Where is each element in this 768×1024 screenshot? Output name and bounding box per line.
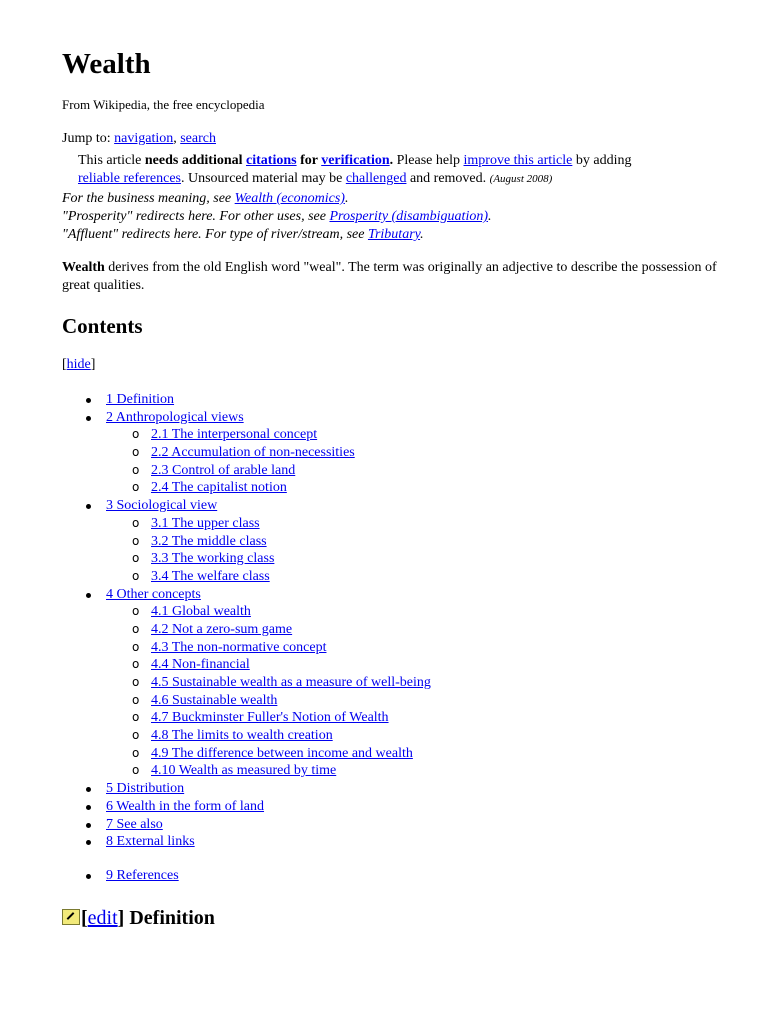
toc-subitem — [62, 515, 742, 533]
notice-date: (August 2008) — [489, 173, 553, 185]
toc-subitem — [62, 621, 742, 639]
toc-subitem — [62, 462, 742, 480]
hatnotes — [62, 190, 742, 244]
hatnote-business-text: For the business meaning, see — [62, 191, 235, 206]
notice-text-4: . Unsourced material may be — [180, 171, 346, 186]
toc-subitem — [62, 745, 742, 763]
toc-subitem — [62, 692, 742, 710]
toc-spacer — [62, 851, 742, 867]
toc-item — [62, 816, 742, 834]
circle-bullet-icon: o — [132, 745, 140, 760]
bullet-icon — [86, 823, 91, 828]
toc-item — [62, 497, 742, 515]
toc-subitem — [62, 603, 742, 621]
bullet-icon — [86, 593, 91, 598]
toc-link-2-4[interactable]: 2.4 The capitalist notion — [151, 480, 287, 496]
circle-bullet-icon: o — [132, 692, 140, 707]
edit-bracket-open: [ — [81, 907, 88, 929]
circle-bullet-icon: o — [132, 568, 140, 583]
toc-item — [62, 409, 742, 427]
toc-link-2[interactable]: 2 Anthropological views — [106, 409, 244, 425]
toc-subitem — [62, 568, 742, 586]
toc-link-4-5[interactable]: 4.5 Sustainable wealth as a measure of well-being — [151, 675, 431, 690]
edit-bracket-close: ] — [117, 907, 125, 929]
notice-needs: needs additional — [144, 153, 247, 168]
intro-paragraph — [62, 259, 722, 295]
toc-link-8[interactable]: 8 External links — [106, 834, 195, 850]
section-heading-definition — [62, 904, 215, 932]
hatnote-prosperity-text: "Prosperity" redirects here. For other uses, see — [62, 209, 330, 224]
bullet-icon — [86, 787, 91, 792]
hatnote-business — [62, 190, 742, 208]
circle-bullet-icon: o — [132, 710, 140, 725]
intro-text: derives from the old English word "weal". The term was originally an adjective to describe the possession of great qualities. — [62, 260, 717, 293]
circle-bullet-icon: o — [132, 657, 140, 672]
toc-subitem — [62, 639, 742, 657]
notice-dot: . — [389, 153, 394, 168]
circle-bullet-icon: o — [132, 515, 140, 530]
toc-link-5[interactable]: 5 Distribution — [106, 781, 185, 797]
circle-bullet-icon: o — [132, 675, 140, 689]
circle-bullet-icon: o — [132, 639, 140, 654]
circle-bullet-icon: o — [132, 763, 140, 778]
toc-item — [62, 798, 742, 816]
toc-subitem — [62, 709, 742, 727]
hatnote-affluent-end: . — [420, 227, 424, 242]
circle-bullet-icon: o — [132, 551, 140, 566]
hatnote-prosperity — [62, 208, 742, 226]
refimprove-notice — [78, 152, 718, 188]
toc-link-3-3[interactable]: 3.3 The working class — [151, 551, 275, 567]
edit-pencil-icon[interactable] — [62, 909, 80, 925]
toc-subitem — [62, 656, 742, 674]
toc-link-2-3[interactable]: 2.3 Control of arable land — [151, 462, 296, 478]
challenged-link[interactable]: challenged — [345, 171, 407, 186]
toc-link-4-10[interactable]: 4.10 Wealth as measured by time — [151, 763, 337, 779]
toc-toggle — [62, 357, 95, 373]
notice-text-2: Please help — [393, 153, 464, 168]
toc-subitem — [62, 762, 742, 780]
jump-navigation-link[interactable]: navigation — [114, 131, 174, 146]
toc-toggle-close: ] — [90, 357, 96, 372]
jump-links — [62, 131, 216, 147]
toc-subitem — [62, 533, 742, 551]
hatnote-affluent — [62, 226, 742, 244]
toc-item — [62, 391, 742, 409]
toc-link-3-2[interactable]: 3.2 The middle class — [151, 533, 267, 549]
toc-link-4-8[interactable]: 4.8 The limits to wealth creation — [151, 728, 333, 744]
bullet-icon — [86, 398, 91, 403]
toc-toggle-open: [ — [62, 357, 67, 372]
toc-link-4-4[interactable]: 4.4 Non-financial — [151, 657, 250, 673]
circle-bullet-icon: o — [132, 604, 140, 619]
toc-subitem — [62, 674, 742, 692]
edit-section-link[interactable]: edit — [87, 907, 118, 929]
toc-subitem — [62, 550, 742, 568]
toc-link-3-1[interactable]: 3.1 The upper class — [151, 515, 260, 531]
jump-separator: , — [173, 131, 181, 146]
toc-link-4-2[interactable]: 4.2 Not a zero-sum game — [151, 621, 293, 637]
toc-link-4-6[interactable]: 4.6 Sustainable wealth — [151, 692, 278, 708]
circle-bullet-icon: o — [132, 533, 140, 548]
verification-link[interactable]: verification — [321, 153, 390, 168]
jump-search-link[interactable]: search — [180, 131, 216, 146]
toc-item — [62, 780, 742, 798]
hatnote-business-end: . — [344, 191, 349, 206]
toc-link-4-9[interactable]: 4.9 The difference between income and wealth — [151, 745, 413, 761]
bullet-icon — [86, 504, 91, 509]
site-tagline: From Wikipedia, the free encyclopedia — [62, 97, 265, 112]
circle-bullet-icon: o — [132, 480, 140, 495]
hatnote-affluent-text: "Affluent" redirects here. For type of river/stream, see — [62, 227, 368, 242]
toc-link-2-2[interactable]: 2.2 Accumulation of non-necessities — [151, 445, 355, 461]
toc-item — [62, 833, 742, 851]
notice-for: for — [296, 153, 322, 168]
bullet-icon — [86, 874, 91, 879]
toc-subitem — [62, 444, 742, 462]
toc-hide-link[interactable]: hide — [66, 357, 91, 372]
jump-prefix: Jump to: — [62, 131, 115, 146]
toc-link-9[interactable]: 9 References — [106, 867, 179, 883]
toc-link-4-1[interactable]: 4.1 Global wealth — [151, 604, 251, 620]
circle-bullet-icon: o — [132, 427, 140, 442]
circle-bullet-icon: o — [132, 445, 140, 460]
toc-link-2-1[interactable]: 2.1 The interpersonal concept — [151, 427, 318, 443]
wealth-economics-link[interactable]: Wealth (economics) — [234, 191, 345, 206]
toc-item — [62, 586, 742, 604]
toc-subitem — [62, 479, 742, 497]
toc-link-3[interactable]: 3 Sociological view — [106, 498, 218, 514]
toc-link-3-4[interactable]: 3.4 The welfare class — [151, 568, 270, 584]
page-title: Wealth — [62, 48, 151, 80]
toc-item — [62, 867, 742, 885]
prosperity-disambiguation-link[interactable]: Prosperity (disambiguation) — [329, 209, 488, 224]
toc-subitem — [62, 426, 742, 444]
reliable-references-link[interactable]: reliable references — [78, 171, 181, 186]
toc-link-7[interactable]: 7 See also — [106, 816, 163, 832]
bullet-icon — [86, 840, 91, 845]
toc-link-1[interactable]: 1 Definition — [106, 392, 175, 407]
circle-bullet-icon: o — [132, 462, 140, 477]
bullet-icon — [86, 805, 91, 810]
notice-text-3: by adding — [572, 153, 632, 168]
circle-bullet-icon: o — [132, 728, 140, 743]
table-of-contents — [62, 391, 742, 885]
notice-text-1: This article — [78, 153, 145, 168]
contents-heading: Contents — [62, 314, 143, 338]
circle-bullet-icon: o — [132, 621, 140, 636]
improve-article-link[interactable]: improve this article — [463, 153, 573, 168]
citations-link[interactable]: citations — [246, 153, 297, 168]
notice-text-5: and removed. — [406, 171, 490, 186]
toc-link-4-7[interactable]: 4.7 Buckminster Fuller's Notion of Wealth — [151, 710, 389, 726]
tributary-link[interactable]: Tributary — [367, 227, 421, 242]
toc-link-4[interactable]: 4 Other concepts — [106, 586, 201, 602]
hatnote-prosperity-end: . — [488, 209, 492, 224]
section-title: Definition — [124, 907, 215, 929]
toc-subitem — [62, 727, 742, 745]
intro-bold-term: Wealth — [62, 260, 105, 275]
toc-link-4-3[interactable]: 4.3 The non-normative concept — [151, 639, 327, 655]
bullet-icon — [86, 416, 91, 421]
toc-link-6[interactable]: 6 Wealth in the form of land — [106, 798, 265, 814]
